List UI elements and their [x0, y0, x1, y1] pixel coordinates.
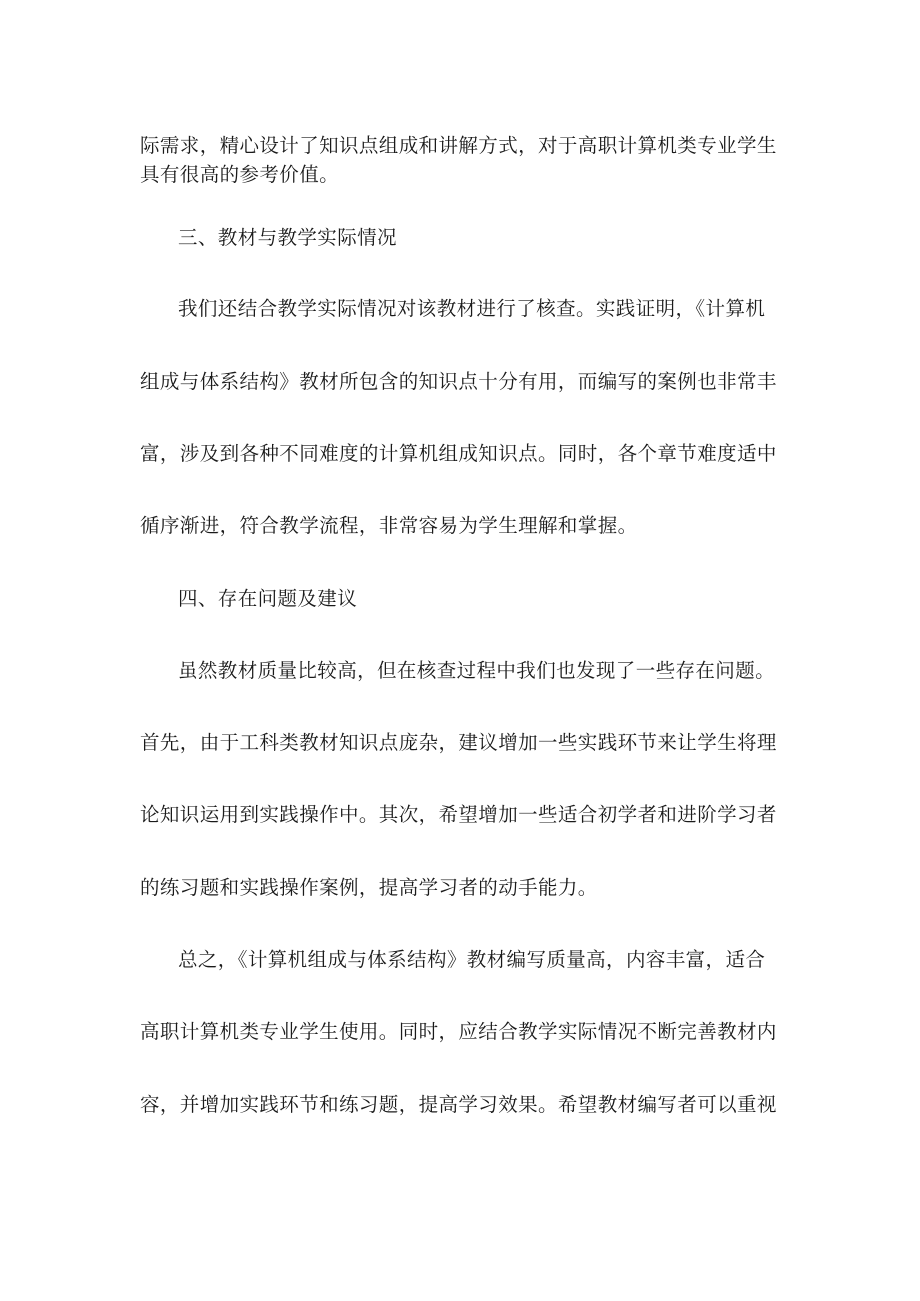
paragraph-1-line-1: 际需求，精心设计了知识点组成和讲解方式，对于高职计算机类专业学生 [140, 134, 777, 157]
paragraph-3-line-3: 论知识运用到实践操作中。其次，希望增加一些适合初学者和进阶学习者 [140, 803, 777, 826]
section-4-heading: 四、存在问题及建议 [178, 587, 358, 610]
paragraph-4-line-3: 容，并增加实践环节和练习题，提高学习效果。希望教材编写者可以重视 [140, 1093, 777, 1116]
paragraph-3-line-1: 虽然教材质量比较高，但在核查过程中我们也发现了一些存在问题。 [178, 659, 776, 682]
section-3-heading: 三、教材与教学实际情况 [178, 226, 397, 249]
paragraph-2-line-3: 富，涉及到各种不同难度的计算机组成知识点。同时，各个章节难度适中 [140, 442, 777, 465]
paragraph-3-line-2: 首先，由于工科类教材知识点庞杂，建议增加一些实践环节来让学生将理 [140, 731, 777, 754]
paragraph-2-line-1: 我们还结合教学实际情况对该教材进行了核查。实践证明，《计算机 [178, 297, 766, 320]
paragraph-4-line-2: 高职计算机类专业学生使用。同时，应结合教学实际情况不断完善教材内 [140, 1020, 777, 1043]
paragraph-4-line-1: 总之，《计算机组成与体系结构》教材编写质量高，内容丰富，适合 [178, 948, 766, 971]
paragraph-2-line-4: 循序渐进，符合教学流程，非常容易为学生理解和掌握。 [140, 514, 638, 537]
paragraph-2-line-2: 组成与体系结构》教材所包含的知识点十分有用，而编写的案例也非常丰 [140, 370, 777, 393]
paragraph-1-line-2: 具有很高的参考价值。 [140, 163, 340, 186]
paragraph-3-line-4: 的练习题和实践操作案例，提高学习者的动手能力。 [140, 876, 598, 899]
